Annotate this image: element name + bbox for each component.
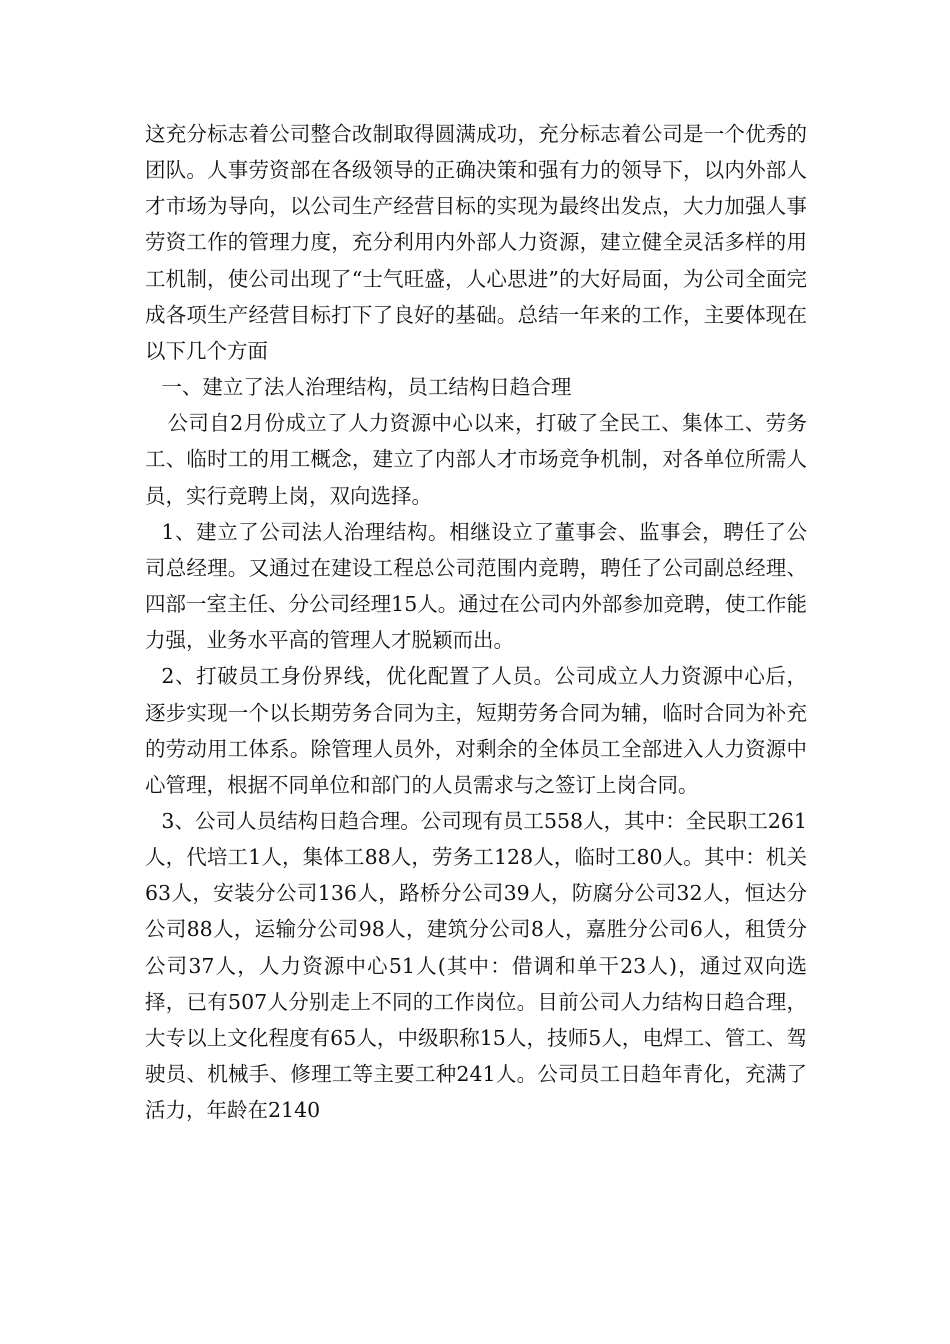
- list-item-1: 1、建立了公司法人治理结构。相继设立了董事会、监事会，聘任了公司总经理。又通过在建设工程总公司范围内竞聘，聘任了公司副总经理、四部一室主任、分公司经理15人。通过在公司内外部参加竞聘，使工作能力强，业务水平高的管理人才脱颖而出。: [145, 519, 807, 653]
- section-heading: 一、建立了法人治理结构，员工结构日趋合理: [161, 375, 572, 400]
- paragraph-section-intro: 公司自2月份成立了人力资源中心以来，打破了全民工、集体工、劳务工、临时工的用工概念，建立了内部人才市场竞争机制，对各单位所需人员，实行竞聘上岗，双向选择。: [145, 411, 807, 508]
- list-item-2: 2、打破员工身份界线，优化配置了人员。公司成立人力资源中心后，逐步实现一个以长期劳务合同为主，短期劳务合同为辅，临时合同为补充的劳动用工体系。除管理人员外，对剩余的全体员工全部进入人力资源中心管理，根据不同单位和部门的人员需求与之签订上岗合同。: [145, 664, 807, 797]
- document-body: [145, 116, 807, 1128]
- paragraph-intro: 这充分标志着公司整合改制取得圆满成功，充分标志着公司是一个优秀的团队。人事劳资部在各级领导的正确决策和强有力的领导下，以内外部人才市场为导向，以公司生产经营目标的实现为最终出发点，大力加强人事劳资工作的管理力度，充分利用内外部人力资源，建立健全灵活多样的用工机制，使公司出现了“士气旺盛，人心思进”的大好局面，为公司全面完成各项生产经营目标打下了良好的基础。总结一年来的工作，主要体现在以下几个方面: [145, 122, 807, 363]
- list-item-3: 3、公司人员结构日趋合理。公司现有员工558人，其中：全民职工261人，代培工1人，集体工88人，劳务工128人，临时工80人。其中：机关63人，安装分公司136人，路桥分公司39人，防腐分公司32人，恒达分公司88人，运输分公司98人，建筑分公司8人，嘉胜分公司6人，租赁分公司37人，人力资源中心51人(其中：借调和单干23人)，通过双向选择，已有507人分别走上不同的工作岗位。目前公司人力结构日趋合理，大专以上文化程度有65人，中级职称15人，技师5人，电焊工、管工、驾驶员、机械手、修理工等主要工种241人。公司员工日趋年青化，充满了活力，年龄在2140: [145, 808, 807, 1123]
